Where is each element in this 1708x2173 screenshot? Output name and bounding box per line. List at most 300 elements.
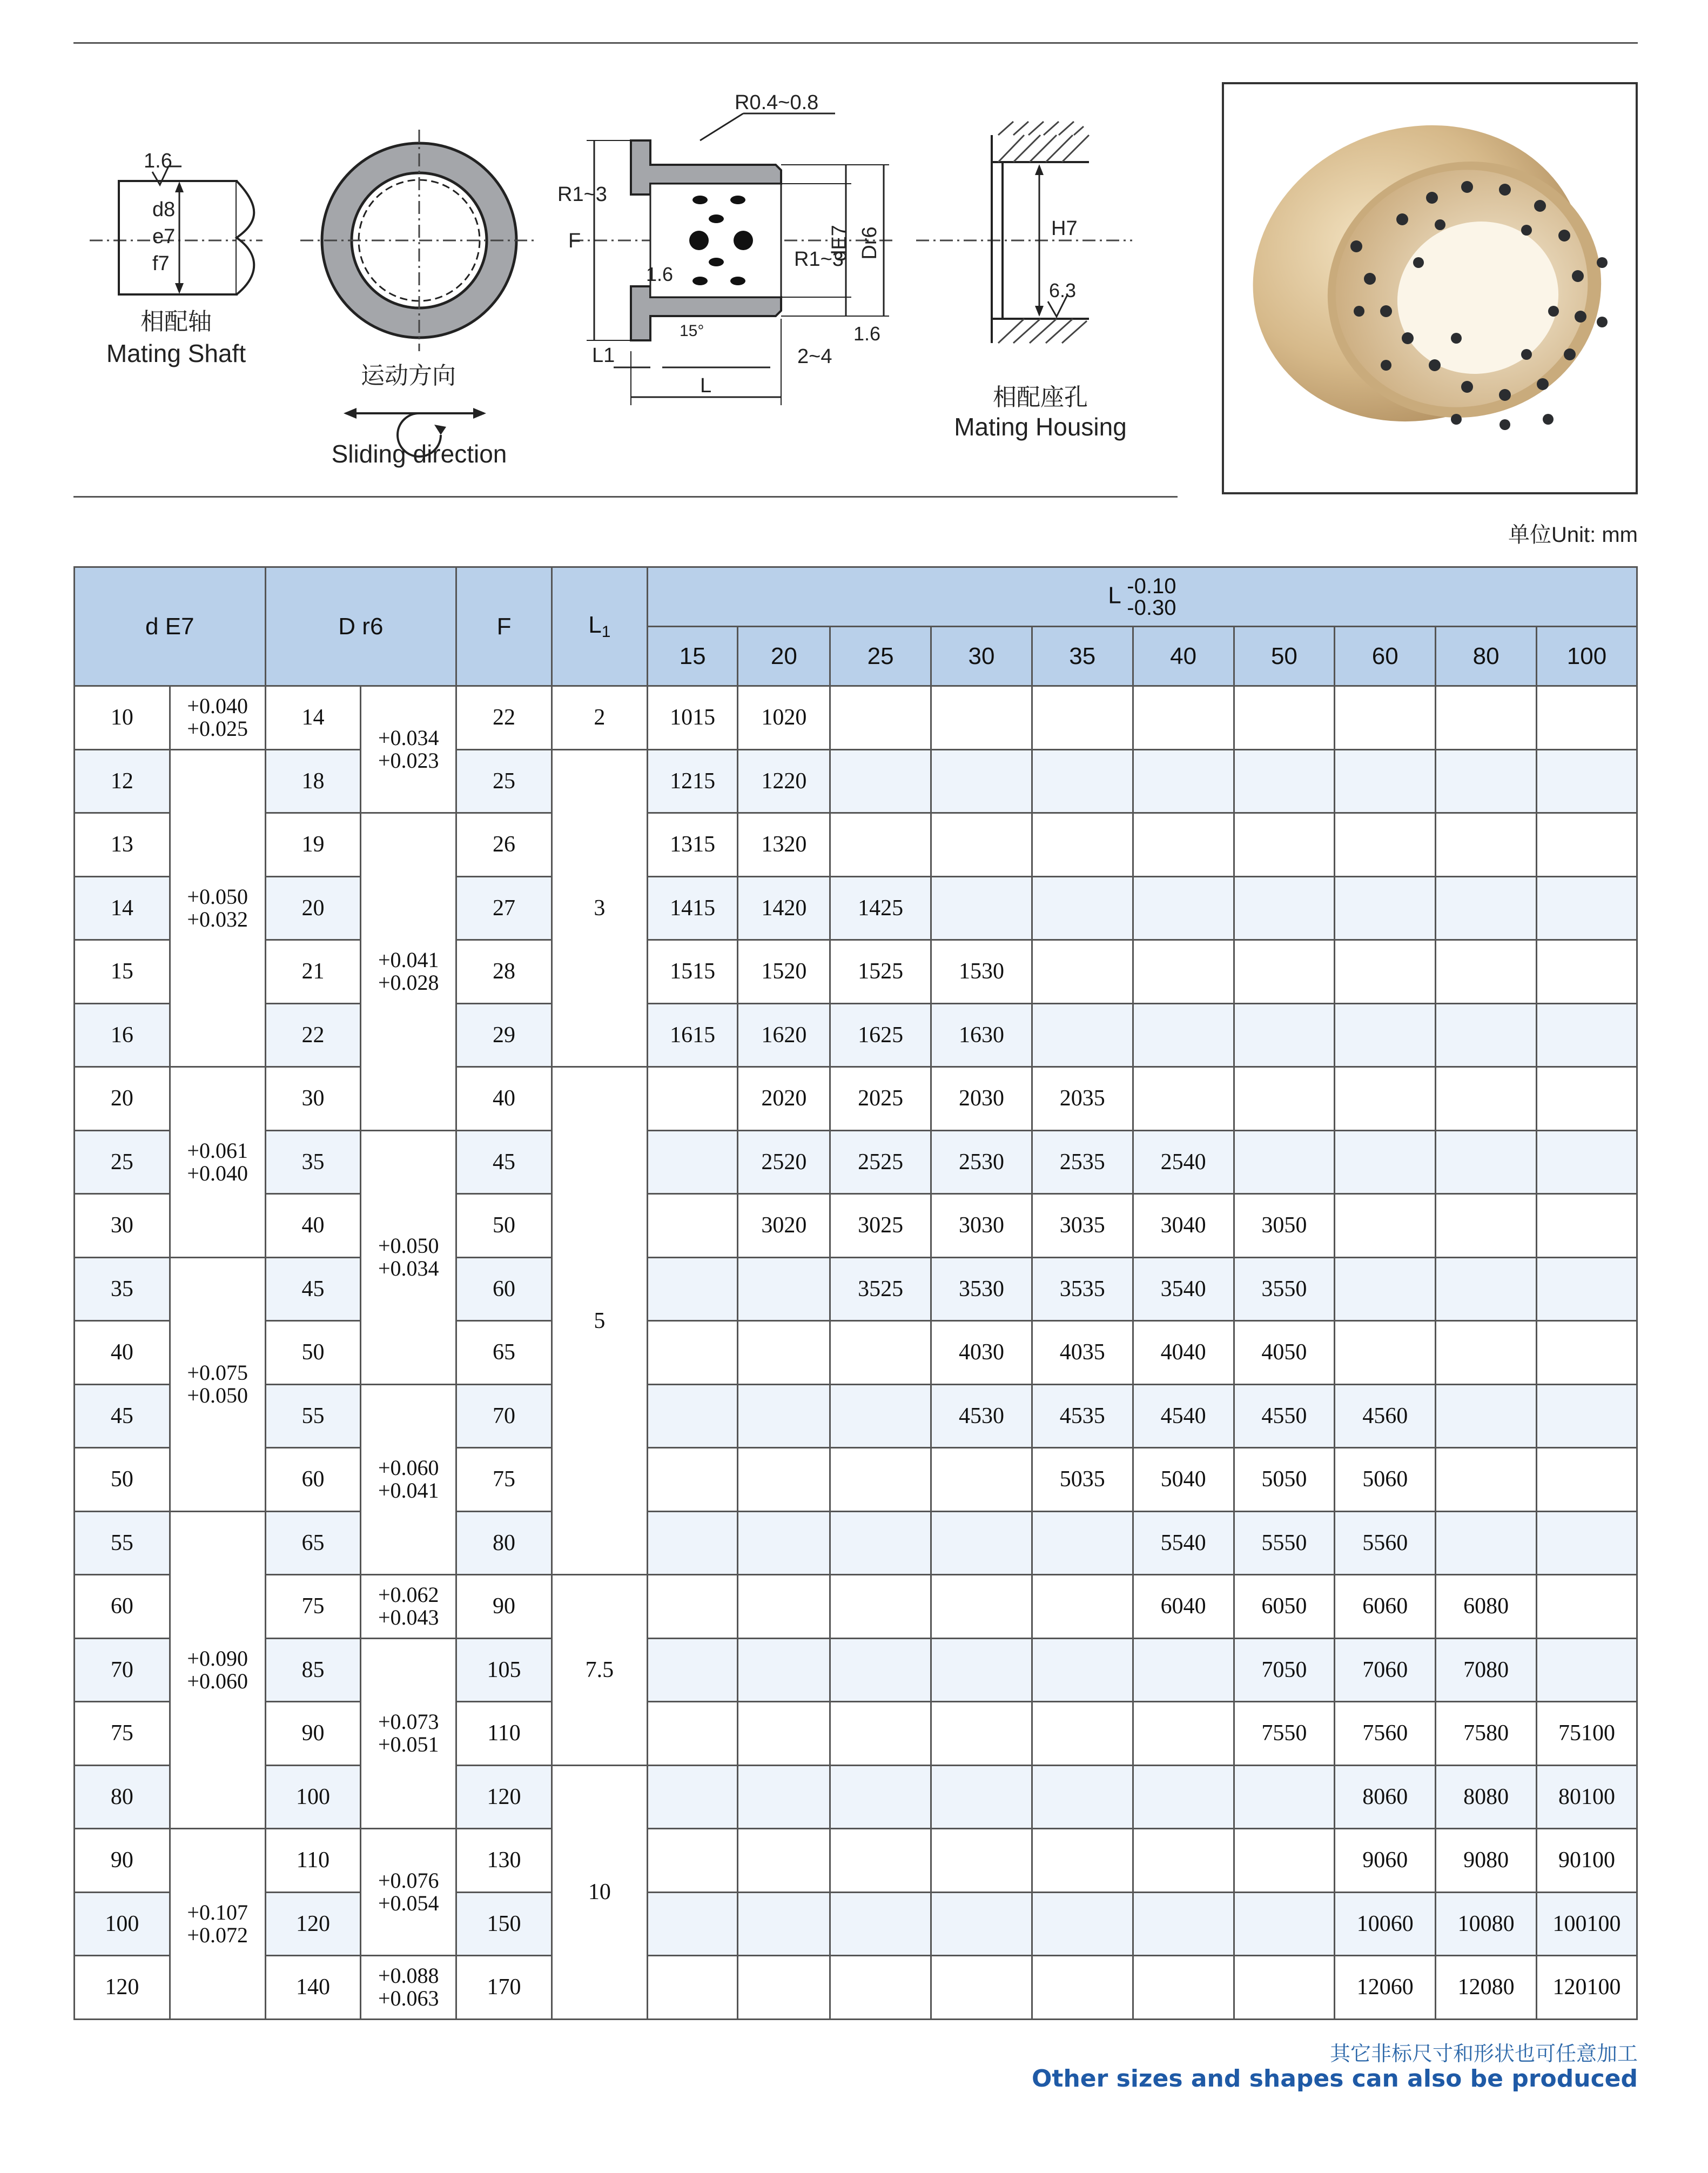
- cell-part-number: [647, 1892, 738, 1956]
- cell-part-number: 5060: [1335, 1448, 1436, 1512]
- cell-part-number: [931, 1575, 1032, 1639]
- length-header-30: 30: [931, 627, 1032, 686]
- d-tolerance: [170, 1829, 265, 2020]
- cell-part-number: [1133, 686, 1234, 750]
- length-header-50: 50: [1234, 627, 1335, 686]
- cell-part-number: [1133, 1638, 1234, 1702]
- cell-part-number: [1133, 876, 1234, 940]
- header-L-main: L: [1108, 582, 1121, 609]
- cell-part-number: [931, 1511, 1032, 1575]
- cell-part-number: 1220: [738, 749, 830, 813]
- cell-part-number: [1234, 1067, 1335, 1131]
- cell-part-number: 2535: [1032, 1130, 1133, 1194]
- cell-F: 120: [456, 1765, 552, 1829]
- housing-fit: H7: [1051, 217, 1078, 240]
- cell-part-number: [830, 1956, 931, 2020]
- cell-part-number: [931, 1448, 1032, 1512]
- cell-part-number: 120100: [1537, 1956, 1637, 2020]
- table-row: [75, 940, 1637, 1004]
- cell-part-number: [1335, 749, 1436, 813]
- cell-D: 21: [265, 940, 361, 1004]
- cell-part-number: [1133, 1765, 1234, 1829]
- cell-part-number: [1133, 1067, 1234, 1131]
- D-tol-upper: +0.062: [378, 1582, 439, 1607]
- table-row: [75, 1765, 1637, 1829]
- cell-part-number: [931, 876, 1032, 940]
- cell-part-number: [830, 1575, 931, 1639]
- cell-D: 75: [265, 1575, 361, 1639]
- d-tol-upper: +0.090: [187, 1646, 248, 1671]
- cell-part-number: [647, 1829, 738, 1893]
- table-row: [75, 1892, 1637, 1956]
- cell-part-number: 7580: [1436, 1702, 1537, 1766]
- D-tolerance: [361, 1638, 456, 1829]
- cell-part-number: [830, 1448, 931, 1512]
- cell-part-number: [738, 1892, 830, 1956]
- header-L-group: [1108, 575, 1176, 619]
- cell-part-number: [830, 1765, 931, 1829]
- cell-part-number: [1032, 1956, 1133, 2020]
- cell-part-number: [647, 1194, 738, 1258]
- cell-part-number: [830, 749, 931, 813]
- cell-part-number: [1537, 940, 1637, 1004]
- shaft-roughness: 1.6: [144, 150, 172, 172]
- cell-part-number: [1133, 1829, 1234, 1893]
- cell-part-number: 5035: [1032, 1448, 1133, 1512]
- cell-part-number: [830, 1638, 931, 1702]
- cell-d: 90: [75, 1829, 170, 1893]
- cell-F: 90: [456, 1575, 552, 1639]
- cell-part-number: 1625: [830, 1003, 931, 1067]
- cell-part-number: 9060: [1335, 1829, 1436, 1893]
- sliding-label-en: Sliding direction: [331, 440, 507, 468]
- cell-d: 12: [75, 749, 170, 813]
- cell-part-number: [830, 1321, 931, 1385]
- cell-F: 150: [456, 1892, 552, 1956]
- length-header-35: 35: [1032, 627, 1133, 686]
- cell-D: 65: [265, 1511, 361, 1575]
- cell-part-number: [830, 1384, 931, 1448]
- cell-part-number: 3040: [1133, 1194, 1234, 1258]
- cell-part-number: 5040: [1133, 1448, 1234, 1512]
- D-tol-lower: +0.028: [378, 970, 439, 995]
- cell-part-number: [1436, 749, 1537, 813]
- d-tol-upper: +0.050: [187, 884, 248, 909]
- cell-part-number: 7060: [1335, 1638, 1436, 1702]
- length-header-40: 40: [1133, 627, 1234, 686]
- cell-part-number: [1436, 1067, 1537, 1131]
- cell-part-number: [1032, 1638, 1133, 1702]
- cell-part-number: [830, 1829, 931, 1893]
- cell-part-number: 1620: [738, 1003, 830, 1067]
- bushing-roughness-outer: 1.6: [853, 323, 881, 345]
- cell-part-number: 5550: [1234, 1511, 1335, 1575]
- header-L-tol-upper: -0.10: [1127, 574, 1176, 598]
- cell-part-number: [931, 1702, 1032, 1766]
- cell-d: 70: [75, 1638, 170, 1702]
- cell-part-number: [1234, 749, 1335, 813]
- cell-part-number: [738, 1448, 830, 1512]
- cell-part-number: 80100: [1537, 1765, 1637, 1829]
- top-rule: [73, 42, 1638, 44]
- cell-part-number: [1436, 876, 1537, 940]
- cell-D: 100: [265, 1765, 361, 1829]
- d-tol-lower: +0.040: [187, 1161, 248, 1185]
- cell-part-number: 3020: [738, 1194, 830, 1258]
- length-header-25: 25: [830, 627, 931, 686]
- cell-F: 45: [456, 1130, 552, 1194]
- cell-part-number: 7080: [1436, 1638, 1537, 1702]
- cell-part-number: [1234, 1765, 1335, 1829]
- cell-F: 65: [456, 1321, 552, 1385]
- cell-part-number: [738, 1702, 830, 1766]
- cell-part-number: [830, 1892, 931, 1956]
- product-photo: [1222, 82, 1638, 494]
- cell-part-number: [1032, 686, 1133, 750]
- cell-part-number: [1032, 940, 1133, 1004]
- cell-part-number: [1537, 1384, 1637, 1448]
- cell-part-number: 1215: [647, 749, 738, 813]
- cell-part-number: 3540: [1133, 1257, 1234, 1321]
- bushing-length: L: [700, 374, 712, 397]
- cell-d: 20: [75, 1067, 170, 1131]
- D-tol-lower: +0.023: [378, 748, 439, 773]
- housing-label-cn: 相配座孔: [993, 384, 1088, 411]
- bushing-flange-label: F: [568, 230, 581, 252]
- cell-d: 60: [75, 1575, 170, 1639]
- table-row: [75, 1003, 1637, 1067]
- cell-part-number: [1032, 1829, 1133, 1893]
- cell-part-number: 2025: [830, 1067, 931, 1131]
- cell-part-number: [1537, 1321, 1637, 1385]
- cell-part-number: 1020: [738, 686, 830, 750]
- cell-part-number: [1436, 1448, 1537, 1512]
- D-tol-lower: +0.034: [378, 1256, 439, 1280]
- cell-part-number: [738, 1511, 830, 1575]
- cell-part-number: [1335, 1194, 1436, 1258]
- cell-part-number: 4040: [1133, 1321, 1234, 1385]
- cell-part-number: [1537, 749, 1637, 813]
- cell-part-number: 1015: [647, 686, 738, 750]
- cell-part-number: [738, 1829, 830, 1893]
- cell-part-number: 4050: [1234, 1321, 1335, 1385]
- cell-F: 28: [456, 940, 552, 1004]
- cell-d: 45: [75, 1384, 170, 1448]
- cell-part-number: 3025: [830, 1194, 931, 1258]
- cell-part-number: [1537, 1448, 1637, 1512]
- header-L1-sub: 1: [601, 623, 611, 641]
- cell-F: 170: [456, 1956, 552, 2020]
- cell-D: 19: [265, 813, 361, 877]
- cell-part-number: [1436, 1194, 1537, 1258]
- cell-part-number: [1537, 686, 1637, 750]
- cell-part-number: [738, 1765, 830, 1829]
- cell-part-number: [1436, 686, 1537, 750]
- cell-L1: 3: [552, 749, 647, 1067]
- bushing-radius-left: R1~3: [557, 183, 607, 206]
- cell-D: 90: [265, 1702, 361, 1766]
- cell-part-number: 1520: [738, 940, 830, 1004]
- table-row: [75, 1702, 1637, 1766]
- cell-part-number: [931, 1765, 1032, 1829]
- cell-part-number: [1032, 749, 1133, 813]
- cell-L1: 10: [552, 1765, 647, 2019]
- cell-part-number: [1537, 1194, 1637, 1258]
- cell-part-number: 1515: [647, 940, 738, 1004]
- cell-part-number: [738, 1257, 830, 1321]
- D-tolerance: [361, 1575, 456, 1639]
- shaft-tol-e7: e7: [152, 225, 176, 248]
- table-row: [75, 1956, 1637, 2020]
- cell-D: 120: [265, 1892, 361, 1956]
- cell-part-number: [1133, 1956, 1234, 2020]
- cell-part-number: [830, 686, 931, 750]
- cell-part-number: 6040: [1133, 1575, 1234, 1639]
- header-L1: [552, 567, 647, 686]
- cell-d: 35: [75, 1257, 170, 1321]
- cell-part-number: [1032, 1892, 1133, 1956]
- D-tolerance: [361, 1384, 456, 1575]
- bushing-flange-thickness: L1: [592, 344, 615, 367]
- table-row: [75, 749, 1637, 813]
- table-row: [75, 1448, 1637, 1512]
- cell-part-number: 7560: [1335, 1702, 1436, 1766]
- header-L1-main: L: [588, 612, 602, 638]
- cell-part-number: [1537, 1003, 1637, 1067]
- cell-part-number: 8060: [1335, 1765, 1436, 1829]
- length-header-15: 15: [647, 627, 738, 686]
- table-row: [75, 1067, 1637, 1131]
- cell-d: 13: [75, 813, 170, 877]
- cell-F: 29: [456, 1003, 552, 1067]
- cell-part-number: 1615: [647, 1003, 738, 1067]
- cell-part-number: [1335, 1321, 1436, 1385]
- shaft-tol-f7: f7: [152, 252, 170, 275]
- d-tolerance: [170, 1067, 265, 1258]
- housing-label-en: Mating Housing: [954, 413, 1127, 441]
- cell-part-number: [1436, 1257, 1537, 1321]
- cell-part-number: [1335, 1130, 1436, 1194]
- cell-part-number: [1032, 1575, 1133, 1639]
- bushing-chamfer: 2~4: [797, 345, 832, 368]
- cell-D: 30: [265, 1067, 361, 1131]
- cell-part-number: [1335, 686, 1436, 750]
- D-tol-lower: +0.043: [378, 1605, 439, 1630]
- header-d: d E7: [75, 567, 266, 686]
- d-tol-upper: +0.075: [187, 1360, 248, 1385]
- cell-part-number: 1530: [931, 940, 1032, 1004]
- cell-part-number: [1436, 1384, 1537, 1448]
- cell-part-number: [738, 1638, 830, 1702]
- cell-part-number: [1032, 813, 1133, 877]
- cell-part-number: [1537, 813, 1637, 877]
- cell-F: 22: [456, 686, 552, 750]
- cell-F: 130: [456, 1829, 552, 1893]
- cell-part-number: [738, 1956, 830, 2020]
- cell-part-number: 1425: [830, 876, 931, 940]
- cell-part-number: [647, 1130, 738, 1194]
- cell-part-number: 1415: [647, 876, 738, 940]
- technical-drawings: [73, 59, 1188, 492]
- table-row: [75, 1511, 1637, 1575]
- cell-part-number: 5560: [1335, 1511, 1436, 1575]
- cell-part-number: [1537, 876, 1637, 940]
- cell-part-number: [647, 1638, 738, 1702]
- table-row: [75, 1829, 1637, 1893]
- d-tol-upper: +0.107: [187, 1900, 248, 1924]
- d-tol-lower: +0.025: [187, 716, 248, 741]
- cell-part-number: 12080: [1436, 1956, 1537, 2020]
- D-tol-upper: +0.073: [378, 1709, 439, 1734]
- cell-part-number: 6080: [1436, 1575, 1537, 1639]
- cell-part-number: [1436, 1321, 1537, 1385]
- cell-part-number: [1032, 876, 1133, 940]
- cell-part-number: [931, 1892, 1032, 1956]
- D-tolerance: [361, 813, 456, 1131]
- cell-D: 50: [265, 1321, 361, 1385]
- cell-part-number: [647, 1765, 738, 1829]
- cell-part-number: [1234, 686, 1335, 750]
- cell-part-number: [830, 813, 931, 877]
- cell-part-number: 1315: [647, 813, 738, 877]
- cell-F: 25: [456, 749, 552, 813]
- cell-part-number: 6060: [1335, 1575, 1436, 1639]
- spec-table: [73, 566, 1638, 2020]
- D-tol-upper: +0.060: [378, 1456, 439, 1480]
- footer-note-cn: 其它非标尺寸和形状也可任意加工: [1329, 2042, 1638, 2065]
- cell-part-number: 90100: [1537, 1829, 1637, 1893]
- bushing-outer-dia: Dr6: [858, 226, 881, 260]
- length-header-80: 80: [1436, 627, 1537, 686]
- D-tol-upper: +0.088: [378, 1963, 439, 1988]
- cell-part-number: [931, 1638, 1032, 1702]
- cell-part-number: [1537, 1067, 1637, 1131]
- cell-part-number: [931, 813, 1032, 877]
- cell-part-number: [1032, 1702, 1133, 1766]
- cell-part-number: [738, 1575, 830, 1639]
- d-tol-lower: +0.050: [187, 1383, 248, 1407]
- cell-d: 40: [75, 1321, 170, 1385]
- cell-part-number: [647, 1575, 738, 1639]
- sliding-label-cn: 运动方向: [361, 363, 456, 389]
- cell-part-number: [1436, 813, 1537, 877]
- cell-part-number: [1537, 1638, 1637, 1702]
- cell-d: 50: [75, 1448, 170, 1512]
- d-tolerance: [170, 1257, 265, 1511]
- cell-d: 14: [75, 876, 170, 940]
- cell-part-number: [1335, 876, 1436, 940]
- cell-part-number: 4550: [1234, 1384, 1335, 1448]
- mating-shaft-drawing: [90, 150, 263, 367]
- cell-D: 45: [265, 1257, 361, 1321]
- cell-D: 35: [265, 1130, 361, 1194]
- cell-part-number: 3535: [1032, 1257, 1133, 1321]
- cell-part-number: [647, 1702, 738, 1766]
- D-tol-upper: +0.034: [378, 726, 439, 750]
- length-header-20: 20: [738, 627, 830, 686]
- cell-part-number: 75100: [1537, 1702, 1637, 1766]
- cell-part-number: [647, 1067, 738, 1131]
- D-tol-upper: +0.050: [378, 1233, 439, 1258]
- cell-D: 60: [265, 1448, 361, 1512]
- bushing-angle: 15°: [680, 322, 704, 340]
- cell-part-number: 1320: [738, 813, 830, 877]
- cell-part-number: 6050: [1234, 1575, 1335, 1639]
- cell-part-number: [1133, 749, 1234, 813]
- cell-part-number: [738, 1321, 830, 1385]
- cell-part-number: [647, 1257, 738, 1321]
- bushing-roughness-inner: 1.6: [646, 263, 674, 285]
- cell-part-number: 3035: [1032, 1194, 1133, 1258]
- cell-F: 110: [456, 1702, 552, 1766]
- D-tolerance: [361, 1130, 456, 1384]
- cell-D: 22: [265, 1003, 361, 1067]
- header-F: F: [456, 567, 552, 686]
- housing-roughness: 6.3: [1049, 279, 1077, 301]
- cell-F: 105: [456, 1638, 552, 1702]
- table-row: [75, 1384, 1637, 1448]
- cell-d: 100: [75, 1892, 170, 1956]
- d-tolerance: [170, 1511, 265, 1829]
- cell-part-number: 2020: [738, 1067, 830, 1131]
- footer-note-en: Other sizes and shapes can also be produced: [1032, 2065, 1638, 2092]
- cell-part-number: [1537, 1257, 1637, 1321]
- cell-part-number: [1133, 1702, 1234, 1766]
- cell-d: 80: [75, 1765, 170, 1829]
- D-tol-upper: +0.076: [378, 1868, 439, 1893]
- cell-F: 60: [456, 1257, 552, 1321]
- cell-part-number: 4035: [1032, 1321, 1133, 1385]
- table-row: [75, 686, 1637, 750]
- cell-part-number: [647, 1448, 738, 1512]
- cell-part-number: [1032, 1511, 1133, 1575]
- d-tolerance: [170, 686, 265, 750]
- cell-D: 55: [265, 1384, 361, 1448]
- cell-part-number: [1335, 813, 1436, 877]
- cell-D: 85: [265, 1638, 361, 1702]
- header-L-tol-lower: -0.30: [1127, 595, 1176, 620]
- cell-part-number: 3550: [1234, 1257, 1335, 1321]
- cell-part-number: 4540: [1133, 1384, 1234, 1448]
- cell-part-number: [738, 1384, 830, 1448]
- cell-part-number: 2035: [1032, 1067, 1133, 1131]
- cell-part-number: 7050: [1234, 1638, 1335, 1702]
- cell-part-number: [1234, 813, 1335, 877]
- cell-D: 14: [265, 686, 361, 750]
- cell-D: 140: [265, 1956, 361, 2020]
- cell-D: 20: [265, 876, 361, 940]
- cell-d: 10: [75, 686, 170, 750]
- D-tol-upper: +0.041: [378, 948, 439, 973]
- cell-L1: 7.5: [552, 1575, 647, 1766]
- cell-d: 25: [75, 1130, 170, 1194]
- d-tol-upper: +0.061: [187, 1138, 248, 1163]
- cell-F: 26: [456, 813, 552, 877]
- spec-table-body: [75, 686, 1637, 2020]
- bushing-radius-top: R0.4~0.8: [735, 91, 819, 114]
- shaft-label-en: Mating Shaft: [106, 339, 246, 367]
- cell-part-number: [931, 686, 1032, 750]
- cell-part-number: [830, 1702, 931, 1766]
- cell-part-number: [1234, 1829, 1335, 1893]
- cell-F: 75: [456, 1448, 552, 1512]
- cell-part-number: 5540: [1133, 1511, 1234, 1575]
- cell-F: 40: [456, 1067, 552, 1131]
- cell-d: 30: [75, 1194, 170, 1258]
- cell-part-number: 1525: [830, 940, 931, 1004]
- length-header-60: 60: [1335, 627, 1436, 686]
- D-tol-lower: +0.063: [378, 1986, 439, 2011]
